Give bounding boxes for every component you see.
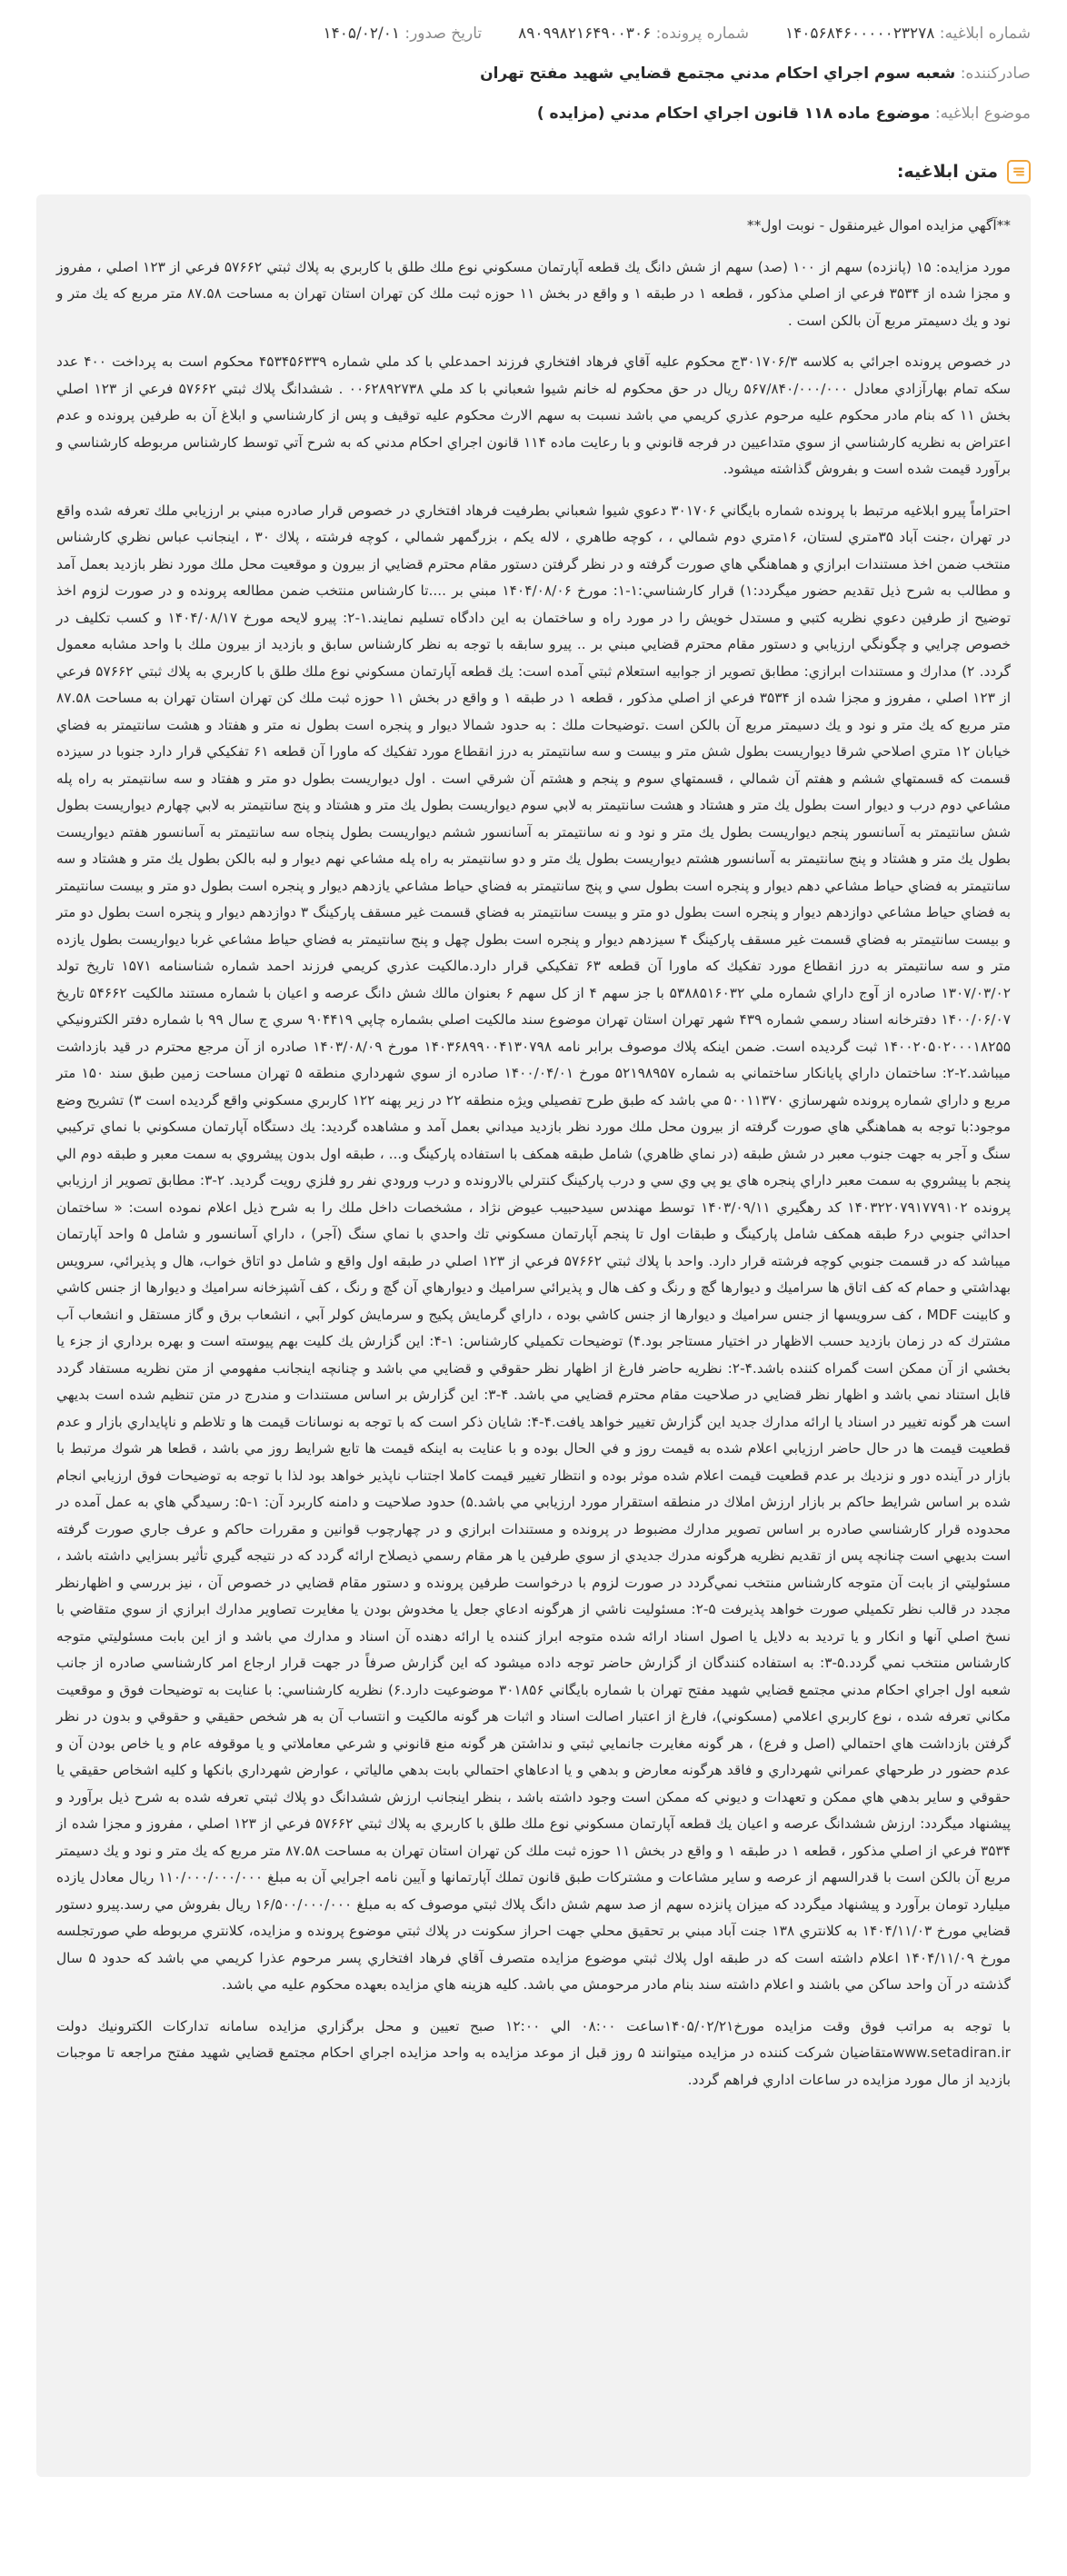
- notice-number-label: شماره ابلاغيه:: [939, 25, 1031, 43]
- document-lines-icon: [1012, 165, 1025, 178]
- meta-row-subject: [36, 100, 1031, 127]
- subject: [537, 100, 1031, 127]
- subject-label: موضوع ابلاغيه:: [934, 104, 1031, 123]
- paragraph-auction-schedule: با توجه به مراتب فوق وقت مزايده مورخ۱۴۰۵/۰۲/۲۱ساعت ۰۸:۰۰ الي ۱۲:۰۰ صبح تعيين و محل برگزاري مزايده سامانه تداركات الكترونيك دولت www.setadiran.irمتقاضيان شركت كننده در مزايده ميتوانند ۵ روز قبل از موعد مزايده به واحد مزايده اجراي احكام مجتمع قضايي شهيد مفتح مراجعه تا موجبات بازديد از مال مورد مزايده در ساعات اداري فراهم گردد.: [56, 2017, 1012, 2088]
- notice-meta: [36, 0, 1031, 127]
- case-number-value: ۸۹۰۹۹۸۲۱۶۴۹۰۰۳۰۶: [518, 25, 652, 43]
- paragraph-auction-item: مورد مزايده: ۱۵ (پانزده) سهم از ۱۰۰ (صد) سهم از شش دانگ يك قطعه آپارتمان مسكوني نوع ملك طلق با كاربري به پلاك ثبتي ۵۷۶۶۲ فرعي از ۱۲۳ اصلي ، مفروز و مجزا شده از ۳۵۳۴ فرعي از اصلي مذكور ، قطعه ۱ در طبقه ۱ و واقع در بخش ۱۱ حوزه ثبت ملك كن تهران استان تهران به مساحت ۸۷.۵۸ متر مربع كه يك متر و نود و يك دسيمتر مربع آن بالكن است .: [56, 258, 1012, 329]
- paragraph-case-details: در خصوص پرونده اجرائي به كلاسه ۳۰۱۷۰۶/۳ج محكوم عليه آقاي فرهاد افتخاري فرزند احمدعلي با كد ملي شماره ۴۵۳۴۵۶۳۳۹ محكوم است به پرداخت ۴۰۰ عدد سكه تمام بهارآزادي معادل ۵۶۷/۸۴۰/۰۰۰/۰۰۰ ريال در حق محكوم له خانم شيوا شعباني با كد ملي ۰۰۶۲۸۹۲۷۳۸ . ششدانگ پلاك ثبتي ۵۷۶۶۲ فرعي از ۱۲۳ اصلي بخش ۱۱ كه بنام مادر محكوم عليه مرحوم عذري كريمي مي باشد نسبت به سهم الارث محكوم عليه توقيف و پس از كارشناسي و ابلاغ آن به طرفين پرونده و عدم اعتراض به نظريه كارشناسي از سوي متداعيين در فرجه قانوني و با رعايت ماده ۱۱۴ قانون اجراي احكام مدني كه به شرح آتي توسط كارشناس مربوطه كارشناسي و برآورد قيمت شده است و بفروش گذاشته ميشود.: [56, 353, 1012, 477]
- notice-text-header: [36, 140, 1031, 194]
- notice-number-value: ۱۴۰۵۶۸۴۶۰۰۰۰۰۲۳۲۷۸: [785, 25, 935, 43]
- issuer: [480, 60, 1031, 87]
- notice-text-title: متن ابلاغيه:: [896, 162, 998, 182]
- notice-number: [785, 20, 1031, 47]
- issue-date-label: تاريخ صدور:: [404, 25, 483, 43]
- auction-heading: **آگهي مزايده اموال غيرمنقول - نوبت اول**: [746, 217, 1011, 234]
- case-number: [518, 20, 749, 47]
- issue-date: [323, 20, 482, 47]
- notice-text-body: [36, 194, 1031, 2477]
- issue-date-value: ۱۴۰۵/۰۲/۰۱: [323, 25, 400, 43]
- meta-row-identifiers: [36, 20, 1031, 47]
- notice-text-icon: [1007, 160, 1031, 184]
- case-number-label: شماره پرونده:: [655, 25, 749, 43]
- issuer-label: صادرکننده:: [960, 65, 1031, 83]
- paragraph-expert-report: احتراماً پيرو ابلاغيه مرتبط با پرونده شماره بايگاني ۳۰۱۷۰۶ دعوي شيوا شعباني بطرفيت فرهاد افتخاري در خصوص قرار صادره مبني بر ارزيابي ملك تعرفه شده واقع در تهران ،جنت آباد ۳۵متري لستان، ۱۶متري دوم شمالي ، ، كوچه طاهري ، لاله يكم ، بزرگمهر شمالي ، كوچه فرشته ، پلاك ۳۰ ، اينجانب عباس نظري كارشناس منتخب ضمن اخذ مستندات ابرازي و هماهنگي هاي صورت گرفته و در نظر گرفتن دستور مقام محترم قضايي از بيرون و موقعيت محل ملك مورد نظر بازديد بعمل آمد و مطالب به شرح ذيل تقديم حضور ميگردد:۱) قرار كارشناسي:۱-۱: مورخ ۱۴۰۴/۰۸/۰۶ مبني بر ....تا كارشناس منتخب ضمن مطالعه پرونده و در صورت لزوم اخذ توضيح از طرفين دعوي نظريه كتبي و مستدل خويش را در مورد راه و ساختمان به اين دادگاه تسليم نمايند.۱-۲: پيرو لايحه مورخ ۱۴۰۴/۰۸/۱۷ و كسب تكليف در خصوص چرايي و چگونگي ارزيابي و دستور مقام محترم قضايي مبني بر .. پيرو سابقه با توجه به نظر كارشناس سابق و بازديد از بيرون ملك با واحد مشابه معمول گردد. ۲) مدارك و مستندات ابرازي: مطابق تصوير از جوابيه استعلام ثبتي آمده است: يك قطعه آپارتمان مسكوني نوع ملك طلق با كاربري به پلاك ثبتي ۵۷۶۶۲ فرعي از ۱۲۳ اصلي ، مفروز و مجزا شده از ۳۵۳۴ فرعي از اصلي مذكور ، قطعه ۱ در طبقه ۱ و واقع در بخش ۱۱ حوزه ثبت ملك كن تهران استان تهران به مساحت ۸۷.۵۸ متر مربع كه يك متر و نود و يك دسيمتر مربع آن بالكن است .توضيحات ملك : به حدود شمالا ديوار و پنجره است بطول نه متر و هفتاد و هشت سانتيمتر به فضاي خيابان ۱۲ متري اصلاحي شرقا ديواريست بطول شش متر و بيست و سه سانتيمتر به درز انقطاع مورد تفكيك كه ماورا آن قطعه ۶۱ تفكيكي قرار دارد جنوبا در سيزده قسمت كه قسمتهاي ششم و هفتم آن شمالي ، قسمتهاي سوم و پنجم و هشتم آن شرقي است . اول ديواريست بطول دو متر و هفتاد و سه سانتيمتر به راه پله مشاعي دوم درب و ديوار است بطول يك متر و هشتاد و هشت سانتيمتر به لابي سوم ديواريست بطول يك متر و هشتاد و پنج سانتيمتر به لابي چهارم ديواريست بطول شش سانتيمتر به آسانسور پنجم ديواريست بطول يك متر و نود و نه سانتيمتر به آسانسور ششم ديواريست بطول پنجاه سه سانتيمتر به آسانسور هفتم ديواريست بطول يك متر و هشتاد و پنج سانتيمتر به آسانسور هشتم ديواريست بطول يك متر و دو سانتيمتر به راه پله مشاعي نهم ديوار و لبه بالكن بطول يك متر و هشتاد و سه سانتيمتر به فضاي حياط مشاعي دهم ديوار و پنجره است بطول سي و پنج سانتيمتر به فضاي حياط مشاعي يازدهم ديوار و پنجره است بطول دو متر و بيست سانتيمتر به فضاي حياط مشاعي دوازدهم ديوار و پنجره است بطول دو متر و بيست سانتيمتر به فضاي قسمت غير مسقف پاركينگ ۳ دوازدهم ديوار و پنجره است بطول دو متر و بيست سانتيمتر به فضاي قسمت غير مسقف پاركينگ ۴ سيزدهم ديوار و پنجره است بطول چهل و پنج سانتيمتر به فضاي حياط مشاعي غربا ديواريست بطول يازده متر و سه سانتيمتر به درز انقطاع مورد تفكيك كه ماورا آن قطعه ۶۳ تفكيكي قرار دارد.مالكيت عذري كريمي فرزند احمد شماره شناسنامه ۱۵۷۱ تاريخ تولد ۱۳۰۷/۰۳/۰۲ صادره از آوج داراي شماره ملي ۵۳۸۸۵۱۶۰۳۲ با جز سهم ۴ از كل سهم ۶ بعنوان مالك شش دانگ عرصه و اعيان با شماره مستند مالكيت ۵۴۶۶۲ تاريخ ۱۴۰۰/۰۶/۰۷ دفترخانه اسناد رسمي شماره ۴۳۹ شهر تهران استان تهران موضوع سند مالكيت اصلي بشماره چاپي ۹۰۴۴۱۹ سري ج سال ۹۹ با شماره دفتر الكترونيكي ۱۴۰۰۲۰۵۰۲۰۰۰۱۸۲۵۵ ثبت گرديده است. ضمن اينكه پلاك موصوف برابر نامه ۱۴۰۳۶۸۹۹۰۰۴۱۳۰۷۹۸ مورخ ۱۴۰۳/۰۸/۰۹ صادره از آن مرجع محترم در قيد بازداشت ميباشد.۲-۲: ساختمان داراي پايانكار ساختماني به شماره ۵۲۱۹۸۹۵۷ مورخ ۱۴۰۰/۰۴/۰۱ صادره از سوي شهرداري منطقه ۵ تهران مساحت زمين طبق سند ۱۵۰ متر مربع و داراي شماره پرونده شهرسازي ۵۰۰۱۱۳۷۰ مي باشد كه طبق طرح تفصيلي ويژه منطقه ۲۲ در زير پهنه ۱۲۲ كاربري مسكوني واقع گرديده است ۳) تشريح وضع موجود:با توجه به هماهنگي هاي صورت گرفته از بيرون محل ملك مورد نظر بازديد ميداني بعمل آمد و مشاهده گرديد: يك دستگاه آپارتمان مسكوني با نماي تركيبي سنگ و آجر به جهت جنوب معبر در شش طبقه (در نماي ظاهري) شامل طبقه همكف با استفاده پاركينگ و... ، طبقه اول بدون پيشروي به سمت معبر و طبقه دوم الي پنجم با پيشروي به سمت معبر داراي پنجره هاي يو پي وي سي و درب پاركينگ كنترلي بالارونده و درب ورودي نفر رو فلزي رويت گرديد. ۲-۳: مطابق تصوير از ارزيابي پرونده ۱۴۰۳۲۲۰۷۹۱۷۷۹۱۰۲ كد رهگيري ۱۴۰۳/۰۹/۱۱ توسط مهندس سيدحبيب عيوض نژاد ، مشخصات داخل ملك را به شرح ذيل اعلام نموده است: « ساختمان احداثي جنوبي در۶ طبقه همكف شامل پاركينگ و طبقات اول تا پنجم آپارتمان مسكوني تك واحدي با نماي سنگ (آجر) ، داراي آسانسور و شامل ۵ واحد آپارتمان ميباشد كه در قسمت جنوبي كوچه فرشته قرار دارد. واحد با پلاك ثبتي ۵۷۶۶۲ فرعي از ۱۲۳ اصلي در طبقه اول واقع و شامل دو اتاق خواب، هال و پذيرائي، سرويس بهداشتي و حمام كه كف اتاق ها سراميك و ديوارها گچ و رنگ و كف هال و پذيرائي سراميك و ديوارهاي آن گچ و رنگ ، كف آشپزخانه سراميك و ديوارها از جنس كاشي و كابينت MDF ، كف سرويسها از جنس سراميك و ديوارها از جنس كاشي بوده ، داراي گرمايش پكيج و سرمايش كولر آبي ، انشعاب برق و گاز مستقل و انشعاب آب مشترك كه در زمان بازديد حسب الاظهار در اختيار مستاجر بود.۴) توضيحات تكميلي كارشناس: ۱-۴: اين گزارش يك كليت بهم پيوسته است و بهره برداري از جزء يا بخشي از آن ممكن است گمراه كننده باشد.۴-۲: نظريه حاضر فارغ از اظهار نظر حقوقي و قضايي مي باشد و چنانچه اينجانب مفهومي از متن نظريه مستفاد گردد قابل استناد نمي باشد و اظهار نظر قضايي در صلاحيت مقام محترم قضايي مي باشد. ۴-۳: اين گزارش بر اساس مستندات و مندرج در متن تنظيم شده است بديهي است هر گونه تغيير در اسناد يا ارائه مدارك جديد اين گزارش تغيير خواهد يافت.۴-۴: شايان ذكر است كه با توجه به نوسانات قيمت ها و تلاطم و ناپايداري بازار و عدم قطعيت قيمت ها در حال حاضر ارزيابي اعلام شده به قيمت روز و في الحال بوده و با عنايت به اينكه قيمت ها تابع شرايط روز مي باشد ، قطعا هر شوك مرتبط با بازار در آينده دور و نزديك بر عدم قطعيت قيمت اعلام شده موثر بوده و انتظار تغيير قيمت كاملا اجتناب ناپذير خواهد بود لذا با توجه به توضيحات فوق ارزيابي انجام شده بر اساس شرايط حاكم بر بازار ارزش املاك در منطقه استقرار مورد ارزيابي مي باشد.۵) حدود صلاحيت و دامنه كاربرد آن: ۱-۵: رسيدگي هاي به عمل آمده در محدوده قرار كارشناسي صادره بر اساس تصوير مدارك مضبوط در پرونده و مستندات ابرازي و در چهارچوب قوانين و مقررات حاكم و عرف جاري صورت گرفته است بديهي است چنانچه پس از تقديم نظريه هرگونه مدرك جديدي از سوي طرفين يا هر مقام رسمي ذيصلاح ارائه گردد كه در نتيجه گيري تأثير بسزايي داشته باشد ، مسئوليتي از بابت آن متوجه كارشناس منتخب نمي‌گردد در صورت لزوم با درخواست طرفين پرونده و دستور مقام قضايي در خصوص آن ، نيز بررسي و اظهارنظر مجدد در قالب نظر تكميلي صورت خواهد پذيرفت ۵-۲: مسئوليت ناشي از هرگونه ادعاي جعل يا مخدوش بودن يا مغايرت تصاوير مدارك ابرازي از سوي متقاضي با نسخ اصلي آنها و انكار و يا ترديد به دلايل يا اصول اسناد ارائه شده متوجه ابراز كننده يا ارائه دهنده آن اسناد و مدارك مي باشد و از اين بابت مسئوليتي متوجه كارشناس منتخب نمي گردد.۵-۳: به استفاده كنندگان از گزارش حاضر توجه داده ميشود كه اين گزارش صرفاً در جهت قرار ارجاع امر كارشناسي صادره از جانب شعبه اول اجراي احكام مدني مجتمع قضايي شهيد مفتح تهران با شماره بايگاني ۳۰۱۸۵۶ موضوعيت دارد.۶) نظريه كارشناسي: با عنايت به توضيحات فوق و موقعيت مكاني تعرفه شده ، نوع كاربري اعلامي (مسكوني)، فارغ از اعتبار اصالت اسناد و اثبات هر گونه مالكيت و انتساب آن به هر شخص حقيقي و حقوقي و بدون در نظر گرفتن بازداشت هاي احتمالي (اصل و فرع) ، هر گونه مغايرت جانمايي ثبتي و نداشتن هر گونه منع قانوني و شرعي معاملاتي و يا موقوفه عام و يا خاص بودن آن و عدم حضور در طرحهاي عمراني شهرداري و فاقد هرگونه معارض و بدهي و يا ادعاهاي احتمالي بابت بدهي مالياتي ، عوارض شهرداري بانكها و كليه اشخاص حقيقي يا حقوقي و ساير بدهي هاي ممكن و تعهدات و ديوني كه ممكن است وجود داشته باشد ، بنظر اينجانب ارزش ششدانگ دو پلاك ثبتي تعرفه شده به شرح ذيل برآورد و پيشنهاد ميگردد: ارزش ششدانگ عرصه و اعيان يك قطعه آپارتمان مسكوني نوع ملك طلق با كاربري به پلاك ثبتي ۵۷۶۶۲ فرعي از ۱۲۳ اصلي ، مفروز و مجزا شده از ۳۵۳۴ فرعي از اصلي مذكور ، قطعه ۱ در طبقه ۱ و واقع در بخش ۱۱ حوزه ثبت ملك كن تهران استان تهران به مساحت ۸۷.۵۸ متر مربع كه يك متر و نود و يك دسيمتر مربع آن بالكن است با قدرالسهم از عرصه و ساير مشاعات و مشتركات طبق قانون تملك آپارتمانها و آيين نامه اجرايي آن به مبلغ ۱۱۰/۰۰۰/۰۰۰/۰۰۰ ريال معادل يازده ميليارد تومان برآورد و پيشنهاد ميگردد كه ميزان پانزده سهم از صد سهم شش دانگ پلاك ثبتي موصوف كه به مبلغ ۱۶/۵۰۰/۰۰۰/۰۰۰ ريال بفروش مي رسد.پيرو دستور قضايي مورخ ۱۴۰۴/۱۱/۰۳ به كلانتري ۱۳۸ جنت آباد مبني بر تحقيق محلي جهت احراز سكونت در پلاك ثبتي موضوع پرونده و مزايده، كلانتري مربوطه طي صورتجلسه مورخ ۱۴۰۴/۱۱/۰۹ اعلام داشته است كه در طبقه اول پلاك ثبتي موضوع مزايده متصرف آقاي فرهاد افتخاري پسر مرحوم عذرا كريمي مي باشد كه حدود ۵ سال گذشته در آن واحد ساكن مي باشند و اعلام داشته سند بنام مادر مرحومش مي باشد. كليه هزينه هاي مزايده بعهده محكوم عليه مي باشد.: [56, 502, 1012, 1993]
- issuer-value: شعبه سوم اجراي احكام مدني مجتمع قضايي شهيد مفتح تهران: [480, 65, 956, 83]
- subject-value: موضوع ماده ۱۱۸ قانون اجراي احكام مدني (مزايده ): [536, 104, 931, 123]
- meta-row-issuer: [36, 60, 1031, 87]
